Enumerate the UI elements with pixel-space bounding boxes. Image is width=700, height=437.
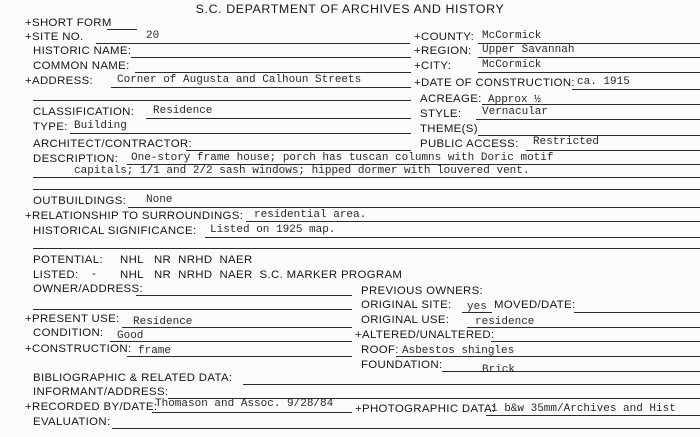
moved-label: MOVED/DATE: (494, 299, 576, 311)
description-line-1: One-story frame house; porch has tuscan columns with Doric motif (131, 152, 554, 164)
classification-value: Residence (153, 105, 213, 117)
site-no-line (96, 43, 410, 44)
common-name-line (135, 72, 411, 73)
original-site-label: ORIGINAL SITE: (361, 299, 452, 311)
significance-line (205, 237, 700, 238)
city-value: McCormick (482, 59, 542, 71)
classification-line (146, 118, 411, 119)
common-name-label: COMMON NAME: (33, 60, 130, 72)
type-value: Building (74, 120, 127, 132)
outbuildings-value: None (146, 194, 173, 206)
region-label: +REGION: (414, 45, 472, 57)
present-use-label: +PRESENT USE: (25, 313, 120, 325)
acreage-line (482, 104, 700, 105)
style-label: STYLE: (420, 108, 462, 120)
description-rule-2 (33, 177, 700, 178)
roof-value: Asbestos shingles (402, 345, 515, 357)
short-form-label: +SHORT FORM (25, 17, 112, 29)
present-use-line (122, 327, 352, 328)
bibliographic-line (243, 384, 700, 385)
relationship-value: residential area. (254, 209, 367, 221)
owner-line (136, 295, 352, 296)
significance-value: Listed on 1925 map. (210, 224, 336, 236)
condition-line (110, 341, 352, 342)
significance-extra-line (33, 248, 700, 249)
description-label: DESCRIPTION: (33, 153, 119, 165)
roof-label: ROOF: (361, 344, 399, 356)
county-value: McCormick (482, 30, 542, 42)
recorded-line (152, 412, 352, 413)
date-line (572, 89, 700, 90)
region-value: Upper Savannah (482, 44, 575, 56)
date-label: +DATE OF CONSTRUCTION: (414, 77, 575, 89)
original-site-line (462, 312, 492, 313)
public-access-value: Restricted (533, 136, 600, 148)
acreage-value: Approx ½ (488, 94, 541, 106)
page-title: S.C. DEPARTMENT OF ARCHIVES AND HISTORY (195, 2, 505, 16)
description-rule-3 (33, 189, 700, 190)
historic-name-label: HISTORIC NAME: (33, 45, 132, 57)
condition-label: CONDITION: (33, 327, 104, 339)
foundation-label: FOUNDATION: (361, 359, 443, 371)
present-use-value: Residence (133, 316, 193, 328)
construction-label: +CONSTRUCTION: (25, 343, 132, 355)
county-label: +COUNTY: (414, 31, 475, 43)
type-line (70, 133, 411, 134)
date-value: ca. 1915 (577, 76, 630, 88)
description-line-2: capitals; 1/1 and 2/2 sash windows; hipped dormer with louvered vent. (74, 165, 530, 177)
themes-label: THEME(S) (420, 123, 478, 135)
evaluation-line (112, 428, 700, 429)
type-label: TYPE: (33, 121, 68, 133)
architect-label: ARCHITECT/CONTRACTOR: (33, 138, 193, 150)
address-extra-line (33, 100, 411, 101)
style-line (476, 119, 700, 120)
informant-label: INFORMANT/ADDRESS: (33, 386, 169, 398)
photographic-label: +PHOTOGRAPHIC DATA: (355, 403, 496, 415)
style-value: Vernacular (482, 106, 549, 118)
original-use-value: residence (475, 316, 535, 328)
recorded-label: +RECORDED BY/DATE: (25, 401, 158, 413)
acreage-label: ACREAGE: (420, 93, 482, 105)
photographic-value: 1 b&w 35mm/Archives and Hist (491, 403, 676, 415)
public-access-line (526, 150, 700, 151)
relationship-line (246, 221, 700, 222)
bibliographic-label: BIBLIOGRAPHIC & RELATED DATA: (33, 372, 233, 384)
construction-value: frame (138, 345, 172, 357)
listed-label: LISTED: (33, 269, 79, 281)
address-label: +ADDRESS: (25, 75, 94, 87)
city-label: +CITY: (414, 60, 452, 72)
region-line (478, 57, 700, 58)
site-no-label: +SITE NO. (25, 31, 84, 43)
condition-value: Good (117, 330, 144, 342)
public-access-label: PUBLIC ACCESS: (420, 138, 519, 150)
address-value: Corner of Augusta and Calhoun Streets (117, 74, 362, 86)
classification-label: CLASSIFICATION: (33, 106, 135, 118)
potential-options: NHL NR NRHD NAER (120, 254, 253, 266)
listed-options: NHL NR NRHD NAER S.C. MARKER PROGRAM (120, 269, 403, 281)
historic-name-line (131, 57, 411, 58)
construction-line (127, 356, 352, 357)
address-line (111, 87, 411, 88)
significance-label: HISTORICAL SIGNIFICANCE: (33, 225, 197, 237)
outbuildings-label: OUTBUILDINGS: (33, 195, 127, 207)
owner-label: OWNER/ADDRESS: (33, 283, 143, 295)
foundation-line (442, 371, 700, 372)
photographic-line (486, 415, 700, 416)
altered-label: +ALTERED/UNALTERED: (355, 329, 495, 341)
altered-line (491, 341, 700, 342)
recorded-value: Thomason and Assoc. 9/28/84 (155, 398, 334, 410)
original-site-value: yes (467, 301, 487, 313)
potential-label: POTENTIAL: (33, 254, 103, 266)
outbuildings-line (128, 207, 700, 208)
evaluation-label: EVALUATION: (33, 416, 111, 428)
relationship-label: +RELATIONSHIP TO SURROUNDINGS: (25, 210, 244, 222)
original-use-label: ORIGINAL USE: (361, 314, 450, 326)
moved-line (574, 312, 700, 313)
original-use-line (467, 327, 700, 328)
previous-owners-label: PREVIOUS OWNERS: (361, 285, 484, 297)
site-no-value: 20 (146, 30, 160, 42)
city-line (478, 72, 700, 73)
short-form-line (107, 29, 137, 30)
roof-line (396, 356, 700, 357)
owner-extra-line (33, 309, 352, 310)
listed-mark: - (92, 268, 97, 280)
architect-line (186, 150, 411, 151)
foundation-value: Brick (482, 364, 516, 376)
